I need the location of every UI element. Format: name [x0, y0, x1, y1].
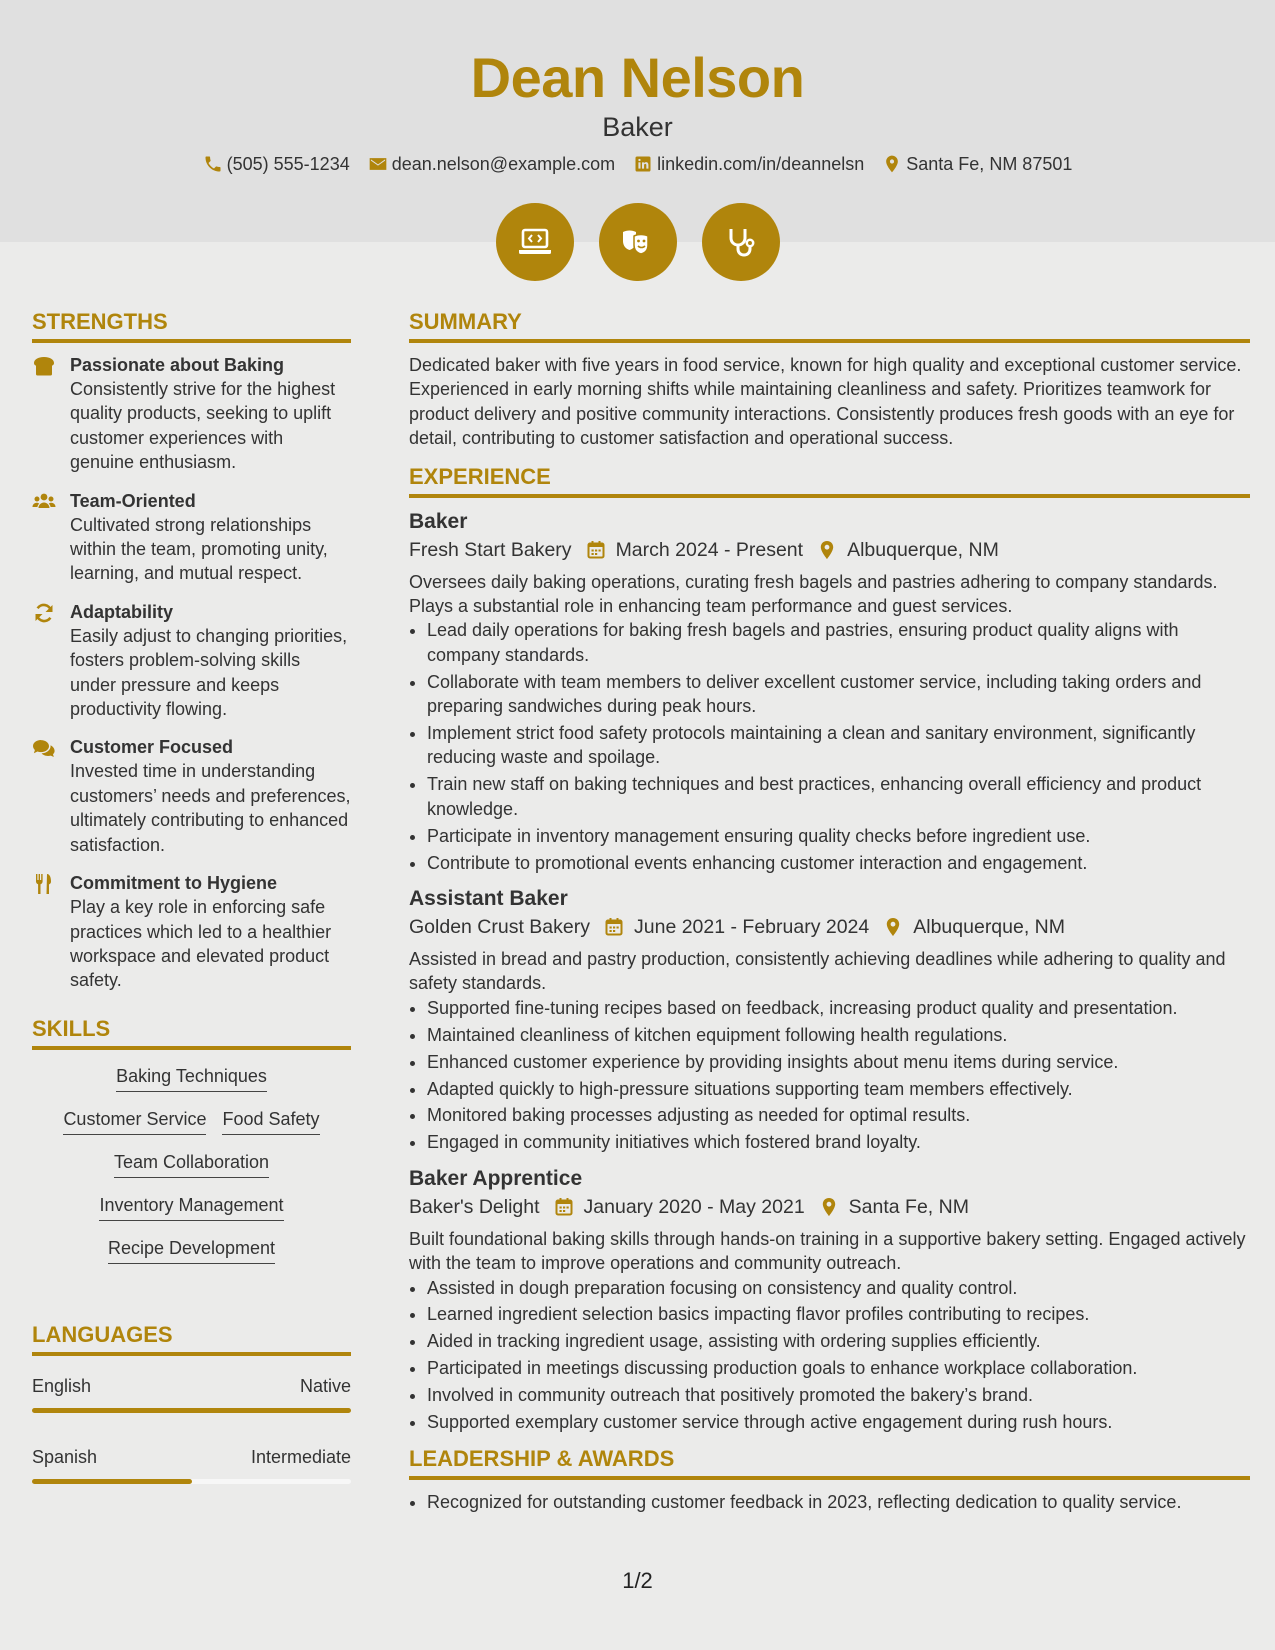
phone-icon [203, 154, 223, 174]
users-icon [32, 491, 56, 513]
job-bullet: • Involved in community outreach that positively promoted the bakery’s brand. [427, 1383, 1250, 1407]
skill-tag: Inventory Management [99, 1193, 283, 1221]
contact-linkedin[interactable] [633, 151, 864, 177]
language-item [32, 1374, 351, 1413]
language-bar [32, 1479, 351, 1484]
job-company: Golden Crust Bakery [409, 916, 590, 938]
left-column [32, 308, 351, 1498]
language-bar [32, 1408, 351, 1413]
job-entry [409, 885, 1250, 1155]
job-dates: January 2020 - May 2021 [583, 1195, 805, 1218]
job-entry [409, 508, 1250, 875]
languages-heading: LANGUAGES [32, 1321, 351, 1356]
job-meta [409, 1193, 1250, 1221]
contact-phone[interactable] [203, 151, 350, 177]
job-bullets [409, 618, 1250, 875]
map-marker-icon [819, 1197, 839, 1217]
candidate-name: Dean Nelson [470, 46, 805, 109]
strength-item [32, 735, 351, 857]
awards-heading: LEADERSHIP & AWARDS [409, 1445, 1250, 1480]
stethoscope-icon [721, 222, 761, 262]
sync-icon [32, 602, 56, 624]
skills-heading: SKILLS [32, 1015, 351, 1050]
interest-circle-theater [599, 203, 677, 281]
language-bar-fill [32, 1408, 351, 1413]
job-meta [409, 536, 1250, 564]
skill-tag: Recipe Development [108, 1236, 275, 1264]
language-name: Spanish [32, 1446, 98, 1467]
skills-list [32, 1060, 351, 1285]
contact-location [882, 151, 1072, 177]
job-meta [409, 913, 1250, 941]
comments-icon [32, 737, 56, 759]
map-marker-icon [817, 540, 837, 560]
interest-icons [0, 203, 1275, 281]
job-title: Baker [409, 509, 468, 533]
experience-heading: EXPERIENCE [409, 463, 1250, 498]
linkedin-icon [633, 154, 653, 174]
job-bullet: • Supported exemplary customer service through active engagement during rush hours. [427, 1410, 1250, 1434]
strength-item [32, 489, 351, 586]
utensils-icon [32, 873, 56, 895]
location-text: Santa Fe, NM 87501 [906, 154, 1073, 174]
language-level: Intermediate [250, 1446, 351, 1467]
experience-list [409, 508, 1250, 1435]
page-number: 1/2 [622, 1568, 653, 1593]
contact-bar [0, 151, 1275, 177]
job-bullet: • Supported fine-tuning recipes based on feedback, increasing product quality and presentation. [427, 996, 1250, 1020]
skill-tag: Baking Techniques [116, 1064, 267, 1092]
skill-tag: Team Collaboration [114, 1150, 269, 1178]
strength-desc: Play a key role in enforcing safe practices which led to a healthier workspace and elevated product safety. [70, 897, 332, 991]
strength-desc: Easily adjust to changing priorities, fosters problem-solving skills under pressure and keeps productivity flowing. [70, 625, 348, 720]
job-company: Fresh Start Bakery [409, 538, 572, 561]
awards-list [409, 1490, 1250, 1514]
job-bullet: • Learned ingredient selection basics impacting flavor profiles contributing to recipes. [427, 1302, 1250, 1326]
strength-desc: Cultivated strong relationships within the team, promoting unity, learning, and mutual respect. [70, 514, 328, 584]
job-bullet: • Implement strict food safety protocols maintaining a clean and sanitary environment, significantly reducing waste and spoilage. [427, 721, 1250, 770]
job-bullets [409, 996, 1250, 1155]
strength-title: Customer Focused [70, 737, 234, 758]
email-text: dean.nelson@example.com [391, 154, 616, 174]
map-marker-icon [883, 917, 903, 937]
strength-desc: Invested time in understanding customers’ needs and preferences, ultimately contributing to enhanced satisfaction. [70, 761, 351, 855]
award-item: • Recognized for outstanding customer feedback in 2023, reflecting dedication to quality service. [427, 1490, 1250, 1514]
language-level: Native [299, 1375, 351, 1396]
job-location: Albuquerque, NM [913, 916, 1066, 938]
job-bullets [409, 1276, 1250, 1435]
calendar-icon [604, 917, 624, 937]
job-location: Santa Fe, NM [848, 1195, 969, 1218]
job-bullet: • Assisted in dough preparation focusing on consistency and quality control. [427, 1276, 1250, 1300]
interest-circle-laptop [496, 203, 574, 281]
job-entry [409, 1165, 1250, 1435]
calendar-icon [586, 540, 606, 560]
envelope-icon [368, 154, 388, 174]
job-location: Albuquerque, NM [847, 538, 999, 561]
strength-title: Commitment to Hygiene [70, 873, 278, 894]
job-bullet: • Engaged in community initiatives which fostered brand loyalty. [427, 1130, 1250, 1154]
skill-tag: Customer Service [63, 1107, 206, 1135]
job-bullet: • Collaborate with team members to deliver excellent customer service, including taking orders and preparing sandwiches during peak hours. [427, 670, 1250, 719]
job-bullet: • Participated in meetings discussing production goals to enhance workplace collaboration. [427, 1356, 1250, 1380]
summary-heading: SUMMARY [409, 308, 1250, 343]
job-bullet: • Maintained cleanliness of kitchen equipment following health regulations. [427, 1023, 1250, 1047]
strength-item [32, 600, 351, 722]
strength-title: Team-Oriented [70, 490, 196, 511]
strength-title: Adaptability [70, 601, 174, 622]
job-description: Assisted in bread and pastry production, consistently achieving deadlines while adhering to quality and safety standards. [409, 949, 1226, 994]
language-name: English [32, 1375, 92, 1396]
job-bullet: • Enhanced customer experience by providing insights about menu items during service. [427, 1050, 1250, 1074]
bread-icon [32, 355, 56, 377]
strength-item [32, 353, 351, 475]
job-dates: March 2024 - Present [615, 538, 804, 561]
job-title: Assistant Baker [409, 887, 568, 910]
job-bullet: • Aided in tracking ingredient usage, assisting with ordering supplies efficiently. [427, 1329, 1250, 1353]
strength-desc: Consistently strive for the highest quality products, seeking to uplift customer experiences with genuine enthusiasm. [70, 379, 336, 473]
right-column [409, 308, 1250, 1516]
job-description: Oversees daily baking operations, curating fresh bagels and pastries adhering to company standards. Plays a substantial role in enhancing team performance and guest services. [409, 571, 1218, 617]
job-bullet: • Adapted quickly to high-pressure situations supporting team members effectively. [427, 1077, 1250, 1101]
strength-title: Passionate about Baking [70, 355, 285, 375]
contact-email[interactable] [368, 151, 615, 177]
interest-circle-stethoscope [702, 203, 780, 281]
job-bullet: • Participate in inventory management ensuring quality checks before ingredient use. [427, 824, 1250, 848]
language-bar-fill [32, 1479, 192, 1484]
theater-masks-icon [618, 222, 658, 262]
job-company: Baker's Delight [409, 1195, 540, 1218]
skill-tag: Food Safety [222, 1107, 319, 1135]
job-title: Baker Apprentice [409, 1166, 583, 1190]
job-bullet: • Contribute to promotional events enhancing customer interaction and engagement. [427, 851, 1250, 875]
job-description: Built foundational baking skills through hands-on training in a supportive bakery setting. Engaged actively with the team to improve operations and community outreach. [409, 1228, 1246, 1274]
strengths-heading: STRENGTHS [32, 308, 351, 343]
laptop-code-icon [515, 222, 555, 262]
job-bullet: • Monitored baking processes adjusting as needed for optimal results. [427, 1103, 1250, 1127]
job-bullet: • Train new staff on baking techniques and best practices, enhancing overall efficiency and product knowledge. [427, 772, 1250, 821]
summary-text: Dedicated baker with five years in food service, known for high quality and exceptional customer service. Experienced in early morning shifts while maintaining cleanliness and safety. Prioritizes teamwork for product delivery and positive community interactions. Consistently produces fresh goods with an eye for detail, contributing to customer satisfaction and operational success. [409, 355, 1242, 449]
calendar-icon [554, 1197, 574, 1217]
job-dates: June 2021 - February 2024 [634, 916, 870, 938]
map-marker-icon [882, 154, 902, 174]
strength-item [32, 871, 351, 993]
candidate-title: Baker [602, 112, 673, 142]
job-bullet: • Lead daily operations for baking fresh bagels and pastries, ensuring product quality aligns with company standards. [427, 618, 1250, 667]
linkedin-text: linkedin.com/in/deannelsn [657, 154, 865, 174]
language-item [32, 1445, 351, 1484]
phone-text: (505) 555-1234 [226, 154, 350, 174]
